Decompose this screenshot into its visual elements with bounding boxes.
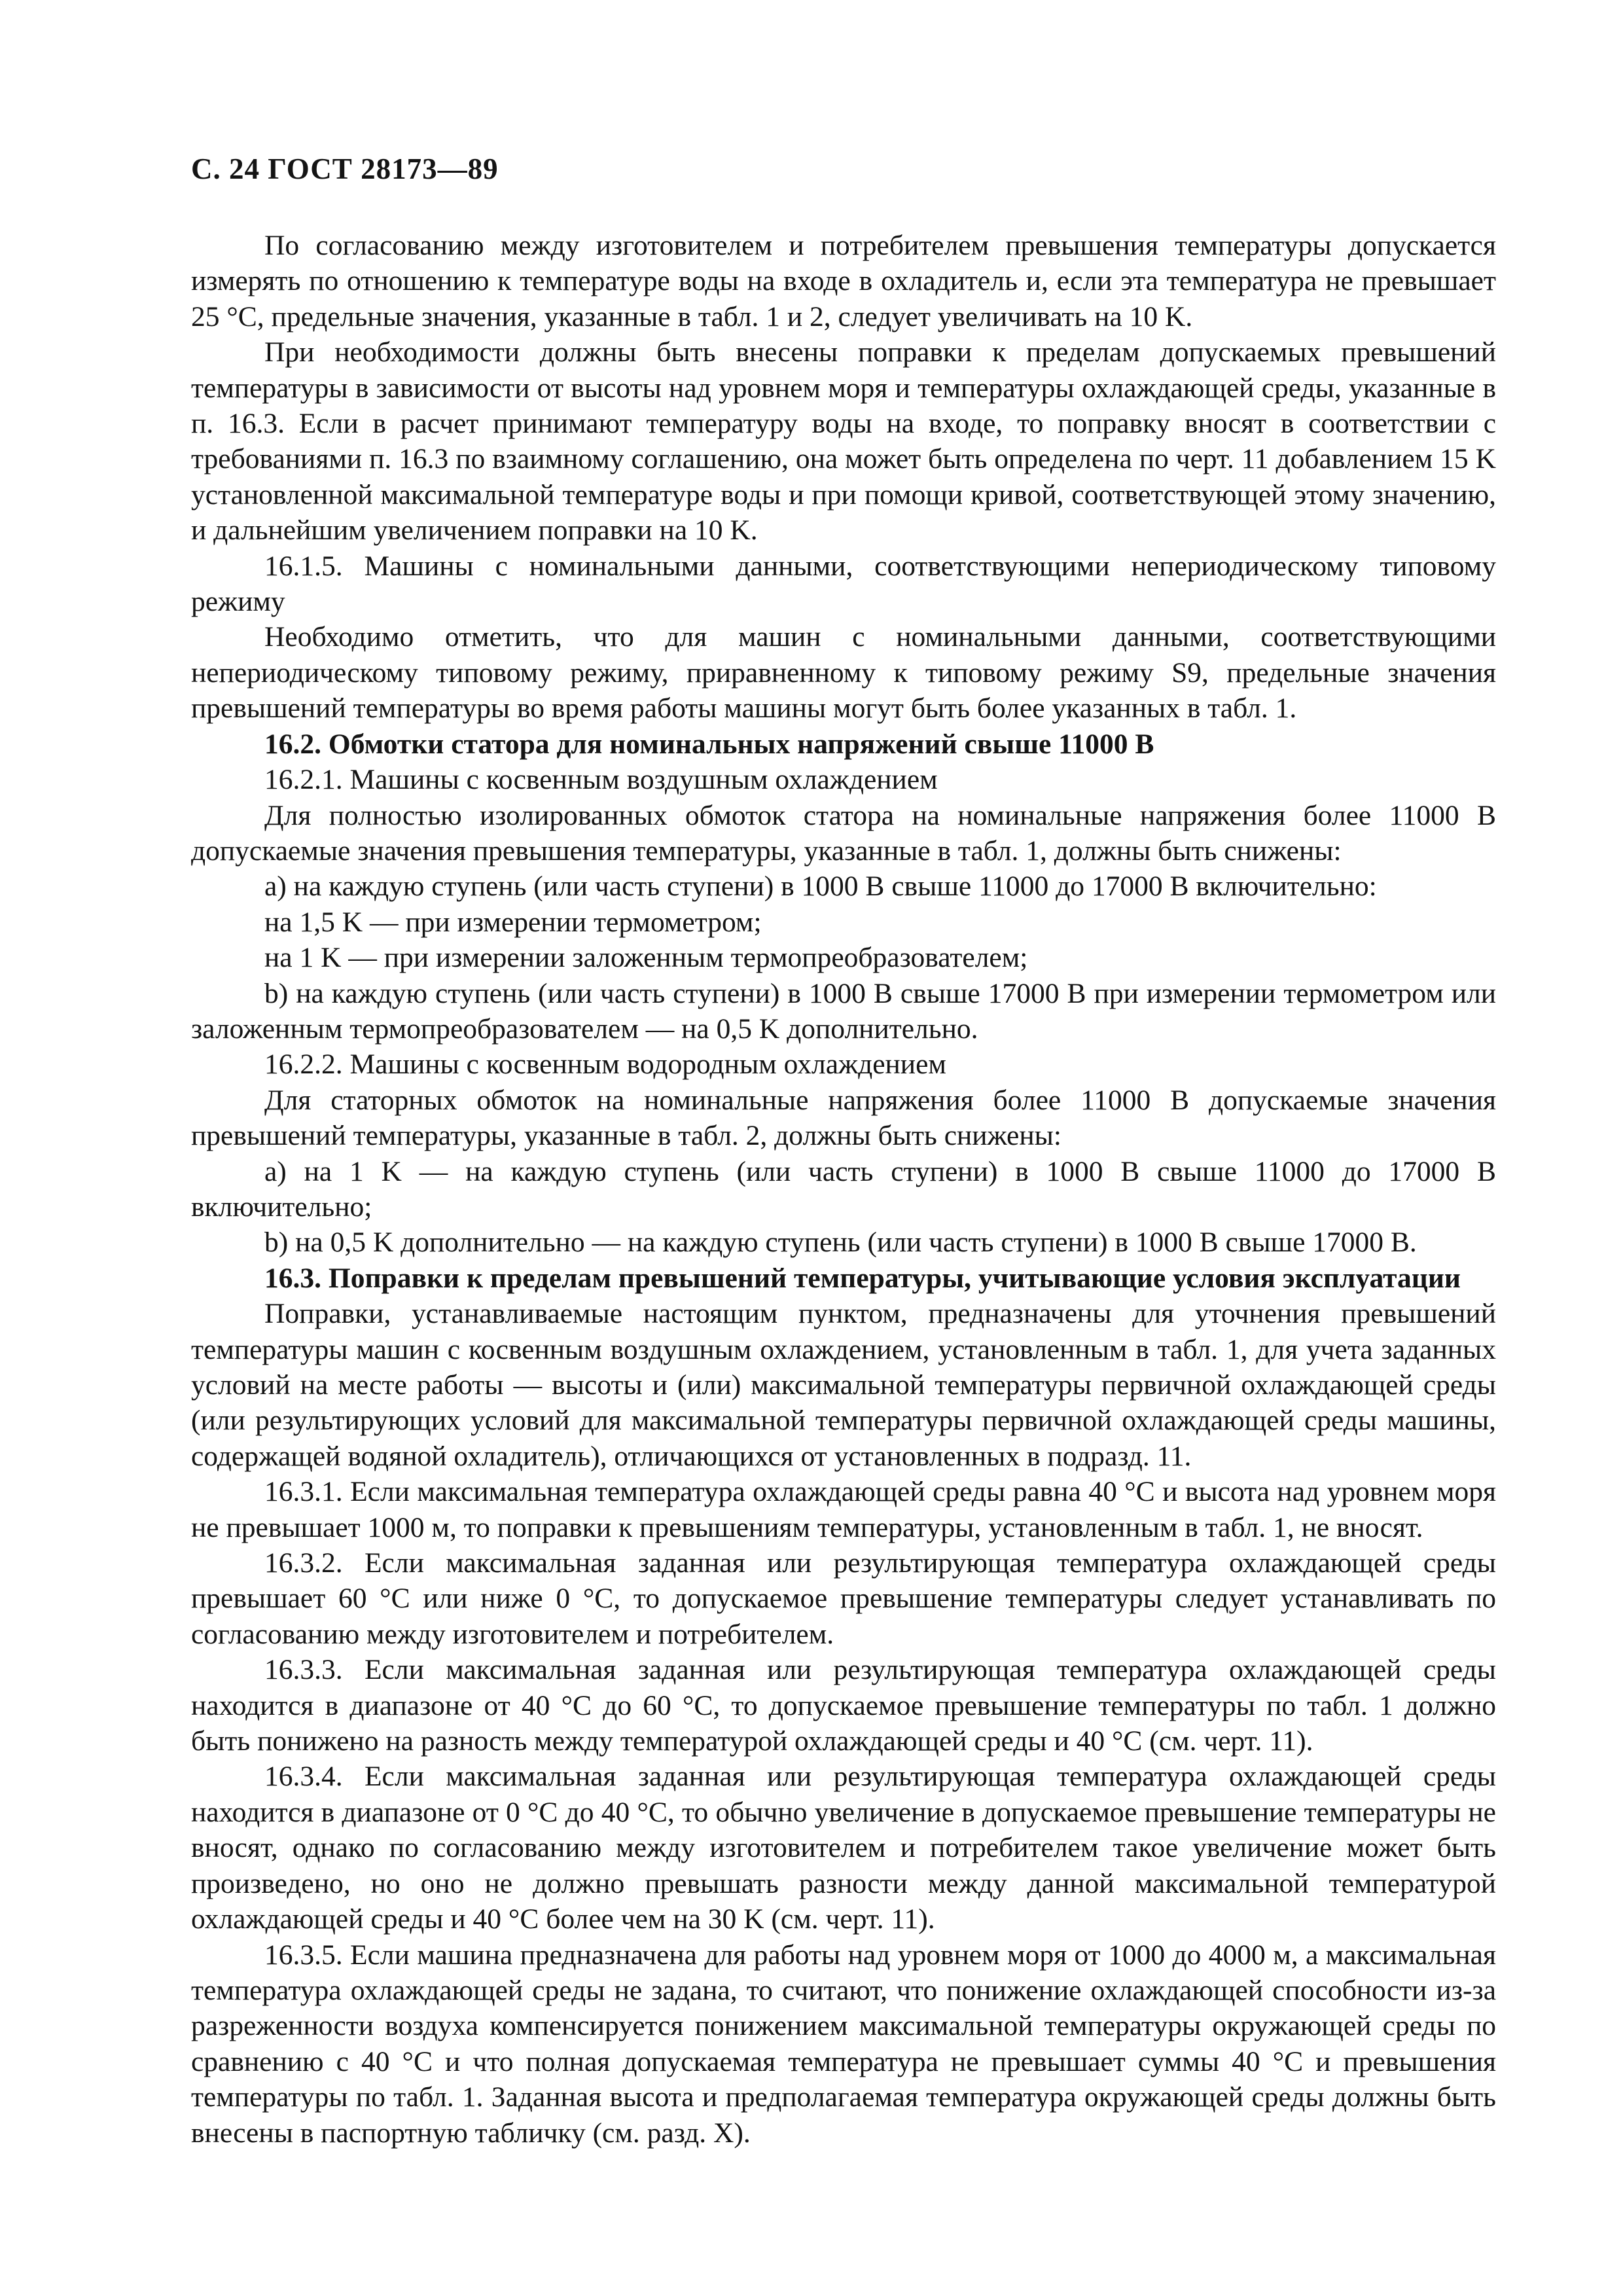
paragraph: По согласованию между изготовителем и потребителем превышения температуры допускается измерять по отношению к температуре воды на входе в охладитель и, если эта температура не превышает 25 °C, предельные значения, указанные в табл. 1 и 2, следует увеличивать на 10 K. — [191, 230, 1496, 332]
section-heading-16-1-5: 16.1.5. Машины с номинальными данными, соответствующими непериодическому типовому режиму — [191, 550, 1496, 618]
list-item: на 1,5 K — при измерении термометром; — [264, 906, 762, 938]
list-item: а) на каждую ступень (или часть ступени) в 1000 В свыше 11000 до 17000 В включительно: — [264, 870, 1377, 903]
clause-16-3-1: 16.3.1. Если максимальная температура охлаждающей среды равна 40 °C и высота над уровнем моря не превышает 1000 м, то поправки к превышениям температуры, установленным в табл. 1, не вносят. — [191, 1476, 1496, 1543]
page-header: С. 24 ГОСТ 28173—89 — [191, 152, 499, 185]
paragraph: Поправки, устанавливаемые настоящим пунктом, предназначены для уточнения превышений температуры машин с косвенным воздушным охлаждением, установленным в табл. 1, для учета заданных условий на месте работы — высоты и (или) максимальной температуры первичной охлаждающей среды (или результирующих условий для максимальной температуры первичной охлаждающей среды машины, содержащей водяной охладитель), отличающихся от установленных в подразд. 11. — [191, 1298, 1496, 1472]
clause-16-3-5: 16.3.5. Если машина предназначена для работы над уровнем моря от 1000 до 4000 м, а максимальная температура охлаждающей среды не задана, то считают, что понижение охлаждающей способности из-за разреженности воздуха компенсируется понижением максимальной температуры окружающей среды по сравнению с 40 °C и что полная допускаемая температура не превышает суммы 40 °C и превышения температуры по табл. 1. Заданная высота и предполагаемая температура окружающей среды должны быть внесены в паспортную табличку (см. разд. X). — [191, 1939, 1496, 2149]
section-heading-16-3: 16.3. Поправки к пределам превышений температуры, учитывающие условия эксплуатации — [264, 1262, 1461, 1294]
list-item: b) на 0,5 K дополнительно — на каждую ступень (или часть ступени) в 1000 В свыше 17000 В. — [264, 1227, 1417, 1259]
list-item: а) на 1 K — на каждую ступень (или часть ступени) в 1000 В свыше 11000 до 17000 В включительно; — [191, 1155, 1496, 1223]
section-heading-16-2-2: 16.2.2. Машины с косвенным водородным охлаждением — [264, 1049, 946, 1081]
paragraph: Для статорных обмоток на номинальные напряжения более 11000 В допускаемые значения превышений температуры, указанные в табл. 2, должны быть снижены: — [191, 1084, 1496, 1152]
paragraph: Для полностью изолированных обмоток статора на номинальные напряжения более 11000 В допускаемые значения превышения температуры, указанные в табл. 1, должны быть снижены: — [191, 799, 1496, 867]
list-item: на 1 K — при измерении заложенным термопреобразователем; — [264, 942, 1028, 974]
clause-16-3-4: 16.3.4. Если максимальная заданная или результирующая температура охлаждающей среды находится в диапазоне от 0 °C до 40 °C, то обычно увеличение в допускаемое превышение температуры не вносят, однако по согласованию между изготовителем и потребителем такое увеличение может быть произведено, но оно не должно превышать разности между данной максимальной температурой охлаждающей среды и 40 °C более чем на 30 K (см. черт. 11). — [191, 1761, 1496, 1935]
document-body — [191, 228, 1496, 2151]
clause-16-3-2: 16.3.2. Если максимальная заданная или результирующая температура охлаждающей среды превышает 60 °C или ниже 0 °C, то допускаемое превышение температуры следует устанавливать по согласованию между изготовителем и потребителем. — [191, 1547, 1496, 1650]
section-heading-16-2-1: 16.2.1. Машины с косвенным воздушным охлаждением — [264, 764, 938, 796]
paragraph: При необходимости должны быть внесены поправки к пределам допускаемых превышений температуры в зависимости от высоты над уровнем моря и температуры охлаждающей среды, указанные в п. 16.3. Если в расчет принимают температуру воды на входе, то поправку вносят в соответствии с требованиями п. 16.3 по взаимному соглашению, она может быть определена по черт. 11 добавлением 15 K установленной максимальной температуре воды и при помощи кривой, соответствующей этому значению, и дальнейшим увеличением поправки на 10 K. — [191, 336, 1496, 547]
paragraph: Необходимо отметить, что для машин с номинальными данными, соответствующими непериодическому типовому режиму, приравненному к типовому режиму S9, предельные значения превышений температуры во время работы машины могут быть более указанных в табл. 1. — [191, 621, 1496, 725]
list-item: b) на каждую ступень (или часть ступени) в 1000 В свыше 17000 В при измерении термометром или заложенным термопреобразователем — на 0,5 K дополнительно. — [191, 977, 1496, 1045]
clause-16-3-3: 16.3.3. Если максимальная заданная или результирующая температура охлаждающей среды находится в диапазоне от 40 °C до 60 °C, то допускаемое превышение температуры по табл. 1 должно быть понижено на разность между температурой охлаждающей среды и 40 °C (см. черт. 11). — [191, 1654, 1496, 1757]
section-heading-16-2: 16.2. Обмотки статора для номинальных напряжений свыше 11000 В — [264, 728, 1154, 760]
